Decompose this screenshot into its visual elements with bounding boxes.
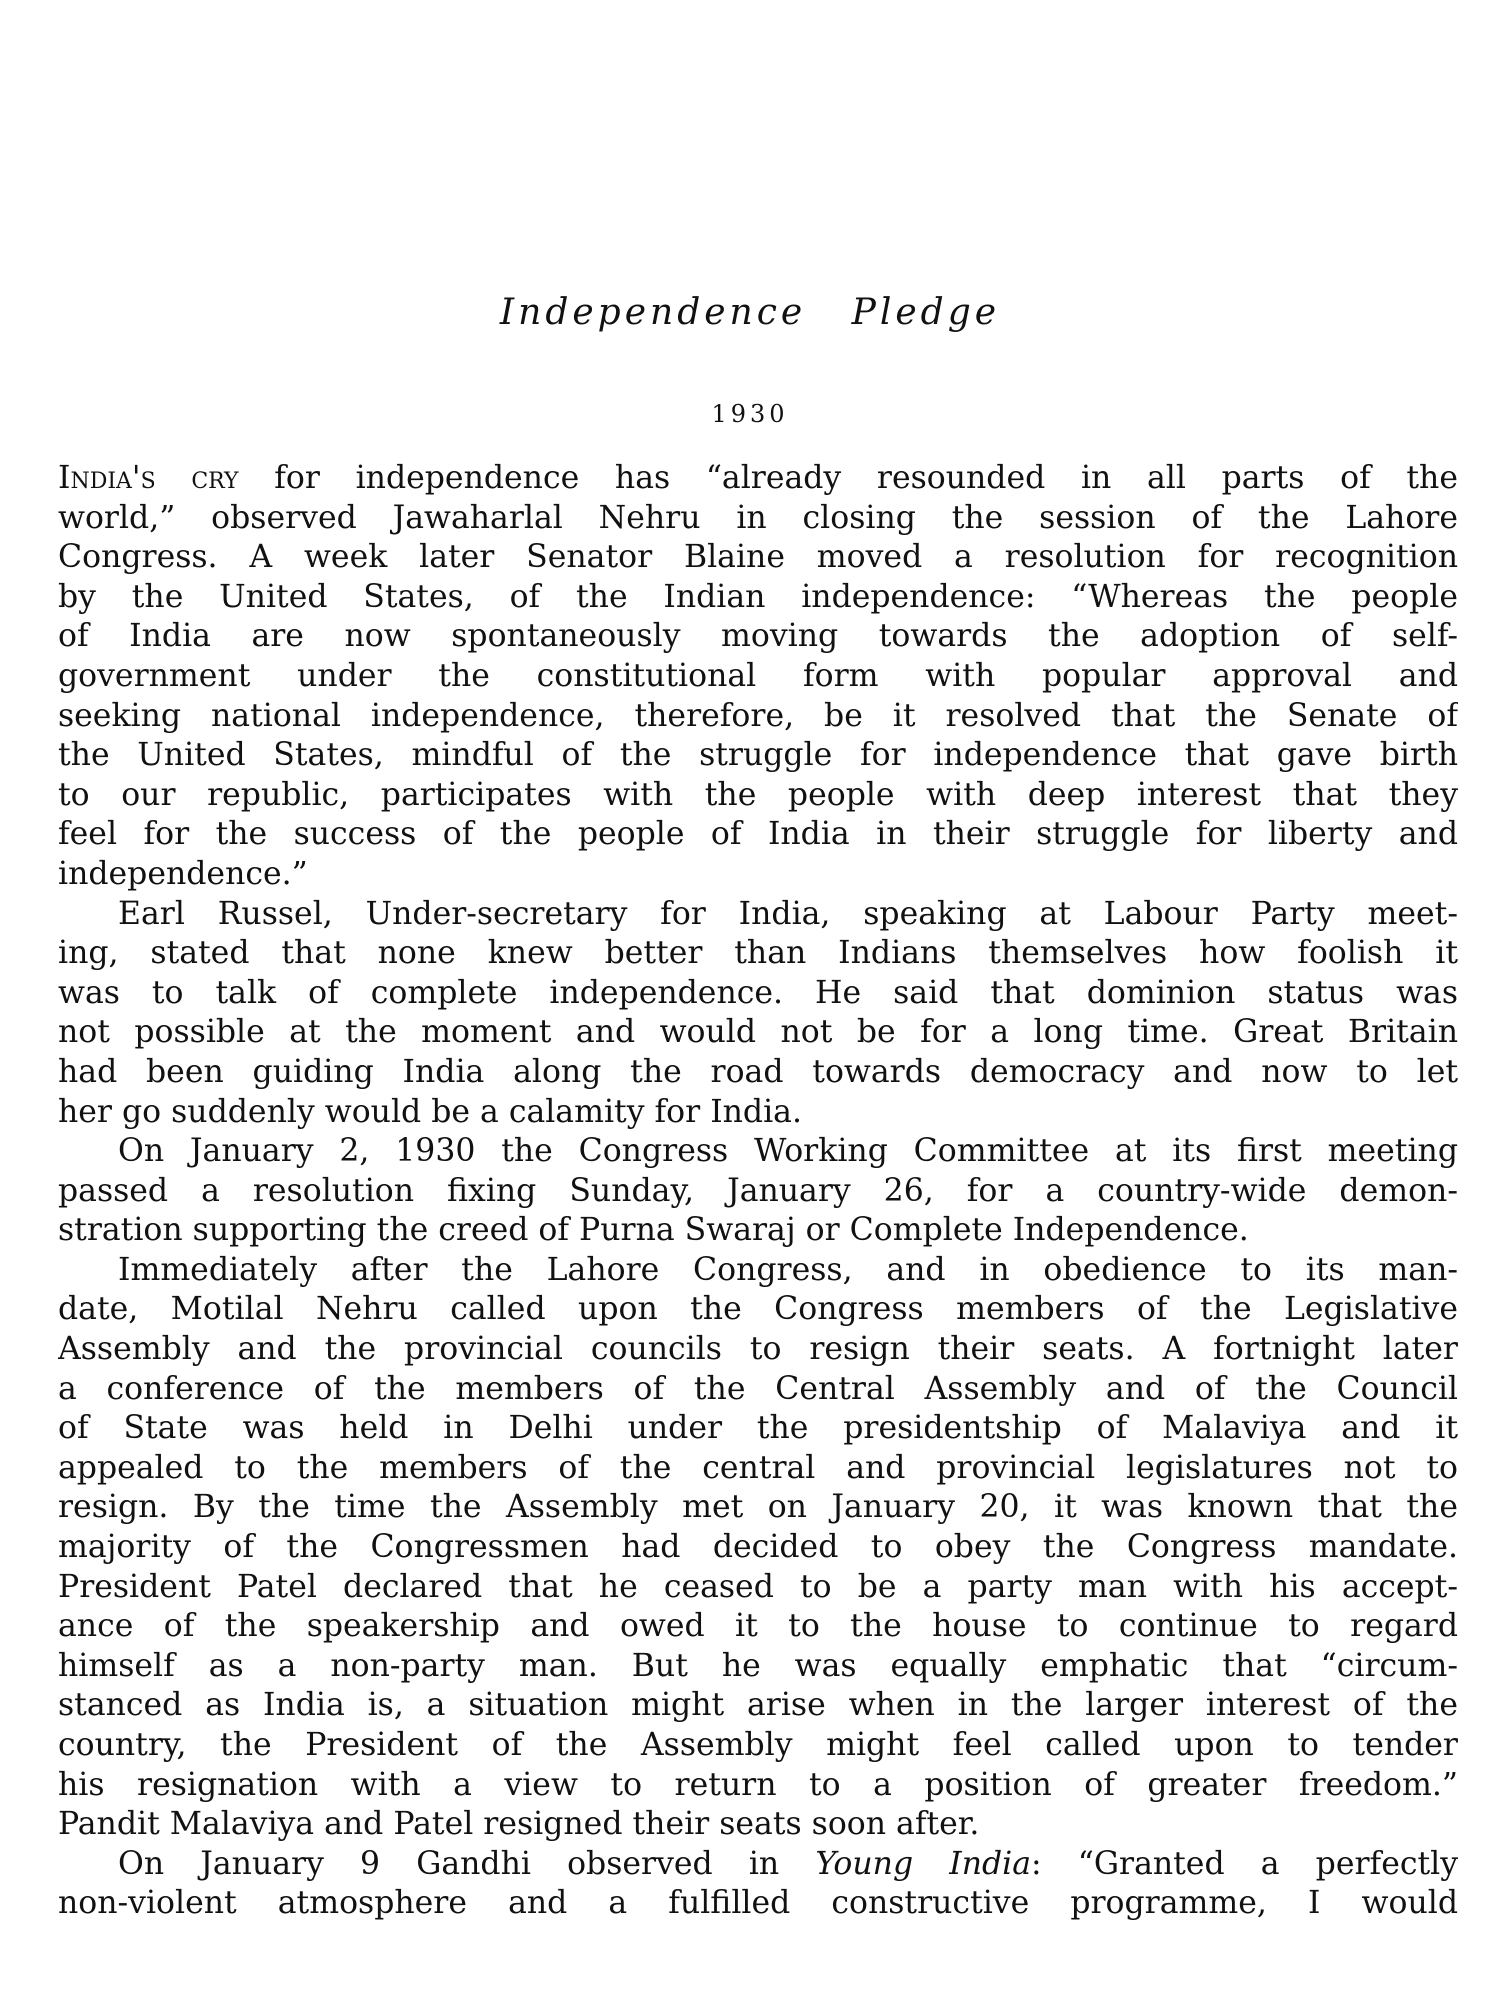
text-line: Assembly and the provincial councils to resign their seats. A fortnight later bbox=[58, 1331, 1458, 1368]
body-text bbox=[58, 459, 1458, 1924]
text-line: his resignation with a view to return to a position of greater freedom.” bbox=[58, 1766, 1458, 1803]
text-line: to our republic, participates with the people with deep interest that they bbox=[58, 776, 1458, 813]
text-line: stration supporting the creed of Purna Swaraj or Complete Independence. bbox=[58, 1212, 1249, 1249]
chapter-year: 1930 bbox=[711, 400, 789, 428]
text-line: independence.” bbox=[58, 855, 308, 892]
text-line: appealed to the members of the central and provincial legislatures not to bbox=[58, 1449, 1458, 1486]
paragraph-start-line: On January 9 Gandhi observed in Young India: “Granted a perfectly bbox=[118, 1845, 1458, 1882]
text-line: by the United States, of the Indian independence: “Whereas the people bbox=[58, 578, 1458, 615]
text-line: country, the President of the Assembly might feel called upon to tender bbox=[58, 1727, 1458, 1763]
text-line: Congress. A week later Senator Blaine moved a resolution for recognition bbox=[58, 539, 1458, 576]
paragraph-start-line: On January 2, 1930 the Congress Working Committee at its first meeting bbox=[118, 1133, 1458, 1170]
paragraph-start-line: Earl Russel, Under-secretary for India, speaking at Labour Party meet- bbox=[118, 895, 1458, 932]
text-line: of State was held in Delhi under the presidentship of Malaviya and it bbox=[58, 1410, 1458, 1447]
text-line: government under the constitutional form with popular approval and bbox=[58, 657, 1458, 694]
text-line: ing, stated that none knew better than Indians themselves how foolish it bbox=[58, 935, 1458, 972]
text-line: resign. By the time the Assembly met on January 20, it was known that the bbox=[58, 1489, 1458, 1526]
text-line: not possible at the moment and would not be for a long time. Great Britain bbox=[58, 1014, 1458, 1051]
text-line: Pandit Malaviya and Patel resigned their seats soon after. bbox=[58, 1806, 980, 1843]
text-line: feel for the success of the people of India in their struggle for liberty and bbox=[58, 816, 1458, 853]
paragraph-start-line: Immediately after the Lahore Congress, and in obedience to its man- bbox=[118, 1251, 1458, 1288]
text-line: seeking national independence, therefore, be it resolved that the Senate of bbox=[58, 697, 1458, 734]
text-line: had been guiding India along the road towards democracy and now to let bbox=[58, 1053, 1458, 1090]
text-line: passed a resolution fixing Sunday, January 26, for a country-wide demon- bbox=[58, 1172, 1458, 1209]
text-line: non-violent atmosphere and a fulfilled constructive programme, I would bbox=[58, 1885, 1458, 1922]
text-line: date, Motilal Nehru called upon the Congress members of the Legislative bbox=[58, 1291, 1458, 1328]
text-line: world,” observed Jawaharlal Nehru in closing the session of the Lahore bbox=[58, 499, 1458, 536]
text-line: a conference of the members of the Central Assembly and of the Council bbox=[58, 1370, 1458, 1407]
text-line: ance of the speakership and owed it to the house to continue to regard bbox=[58, 1608, 1458, 1645]
lead-in-small-caps: India's cry bbox=[58, 460, 239, 496]
text-line: was to talk of complete independence. He said that dominion status was bbox=[58, 974, 1458, 1011]
text-line: himself as a non-party man. But he was equally emphatic that “circum- bbox=[58, 1647, 1458, 1684]
text-line: India's cry for independence has “already resounded in all parts of the bbox=[58, 460, 1458, 496]
publication-title-italic: Young India bbox=[815, 1845, 1031, 1882]
text-line: President Patel declared that he ceased to be a party man with his accept- bbox=[58, 1568, 1458, 1605]
text-line: of India are now spontaneously moving towards the adoption of self- bbox=[58, 618, 1458, 655]
text-line: the United States, mindful of the struggle for independence that gave birth bbox=[58, 737, 1458, 774]
text-line: stanced as India is, a situation might arise when in the larger interest of the bbox=[58, 1687, 1458, 1724]
text-line: her go suddenly would be a calamity for India. bbox=[58, 1093, 802, 1130]
text-line: majority of the Congressmen had decided to obey the Congress mandate. bbox=[58, 1529, 1458, 1566]
chapter-title: Independence Pledge bbox=[499, 292, 1001, 333]
